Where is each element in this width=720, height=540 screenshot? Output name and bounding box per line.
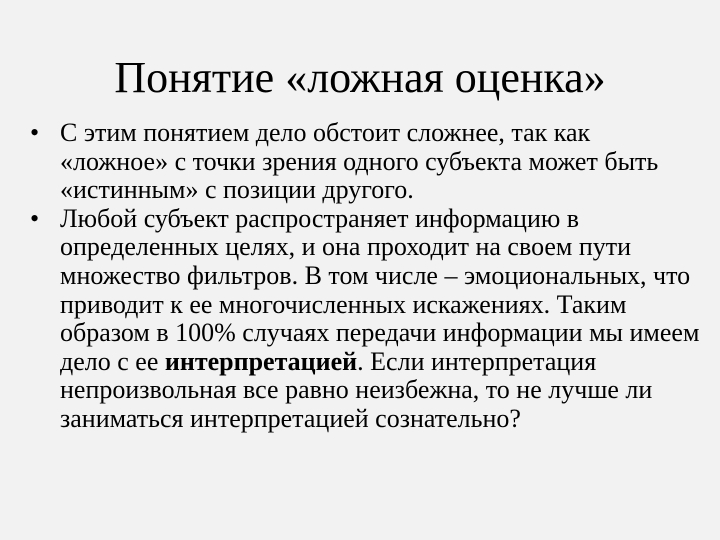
bullet-text-1: С этим понятием дело обстоит сложнее, так как «ложное» с точки зрения одного субъекта может быть «истинным» с позиции другого. xyxy=(60,118,659,205)
bullet-item-2 xyxy=(30,205,700,434)
bullet-text-2-bold: интерпретацией xyxy=(164,346,358,376)
bullet-item-1 xyxy=(30,119,700,205)
bullet-mark: • xyxy=(30,118,40,147)
bullet-mark: • xyxy=(30,203,40,233)
slide-title: Понятие «ложная оценка» xyxy=(114,53,606,102)
bullet-list xyxy=(30,119,700,434)
bullet-text-2-start: Любой субъект распространяет информацию в определенных целях, и она проходит на своем пути множество фильтров. В том числе – эмоциональных, что приводит к ее многочисленных искажениях. Таким образом в 100% случаях передачи информации мы имеем дело с ее xyxy=(60,203,700,376)
bullet-text-2-end: . Если интерпретация непроизвольная все равно неизбежна, то не лучше ли заниматься интерпретацией сознательно? xyxy=(60,346,653,433)
